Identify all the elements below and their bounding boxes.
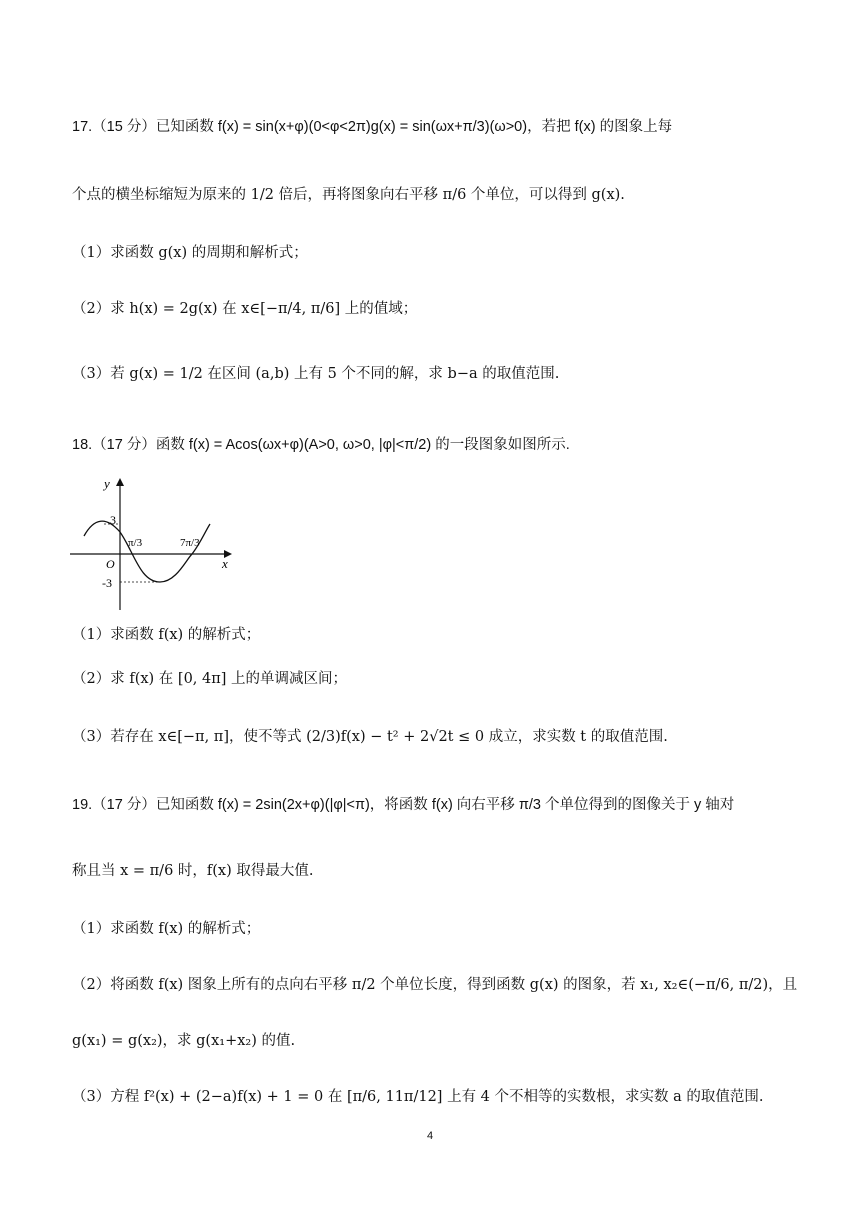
origin-label: O (106, 557, 115, 571)
q17-part-1: （1）求函数 g(x) 的周期和解析式； (72, 245, 308, 261)
function-graph (64, 474, 244, 614)
y-max-label: 3 (110, 513, 116, 527)
q17-line-1: 17.（15 分）已知函数 f(x) = sin(x+φ)(0<φ<2π)g(x) = sin(ωx+π/3)(ω>0)，若把 f(x) 的图象上每 (72, 119, 673, 135)
q19-part-1: （1）求函数 f(x) 的解析式； (72, 921, 261, 937)
sine-curve (84, 521, 210, 582)
y-axis-arrow (116, 478, 124, 486)
q17-part-2: （2）求 h(x) = 2g(x) 在 x∈[−π/4, π/6] 上的值域； (72, 301, 418, 317)
q18-part-3: （3）若存在 x∈[−π, π]，使不等式 (2/3)f(x) − t² + 2√2t ≤ 0 成立，求实数 t 的取值范围. (72, 729, 668, 745)
q19-line-1: 19.（17 分）已知函数 f(x) = 2sin(2x+φ)(|φ|<π)，将函数 f(x) 向右平移 π/3 个单位得到的图像关于 y 轴对 (72, 797, 735, 813)
q19-line-2: 称且当 x = π/6 时，f(x) 取得最大值. (72, 863, 314, 879)
q19-part-3: （3）方程 f²(x) + (2−a)f(x) + 1 = 0 在 [π/6, 11π/12] 上有 4 个不相等的实数根，求实数 a 的取值范围. (72, 1089, 764, 1105)
y-axis-label: y (104, 476, 110, 491)
q18-part-2: （2）求 f(x) 在 [0, 4π] 上的单调减区间； (72, 671, 348, 687)
q17-line-2: 个点的横坐标缩短为原来的 1/2 倍后，再将图象向右平移 π/6 个单位，可以得到 g(x). (72, 187, 625, 203)
q19-part-2-line-1: （2）将函数 f(x) 图象上所有的点向右平移 π/2 个单位长度，得到函数 g(x) 的图象，若 x₁, x₂∈(−π/6, π/2)，且 (72, 977, 798, 993)
q18-line-1: 18.（17 分）函数 f(x) = Acos(ωx+φ)(A>0, ω>0, |φ|<π/2) 的一段图象如图所示. (72, 437, 570, 453)
q17-part-3: （3）若 g(x) = 1/2 在区间 (a,b) 上有 5 个不同的解，求 b−a 的取值范围. (72, 366, 560, 382)
y-min-label: -3 (102, 576, 112, 590)
q19-part-2-line-2: g(x₁) = g(x₂)，求 g(x₁+x₂) 的值. (72, 1033, 296, 1049)
page-number: 4 (426, 1130, 434, 1142)
x-axis-label: x (222, 556, 228, 571)
q18-part-1: （1）求函数 f(x) 的解析式； (72, 627, 261, 643)
x-tick-pi-3: π/3 (128, 537, 143, 549)
x-tick-7pi-3: 7π/3 (180, 537, 200, 549)
